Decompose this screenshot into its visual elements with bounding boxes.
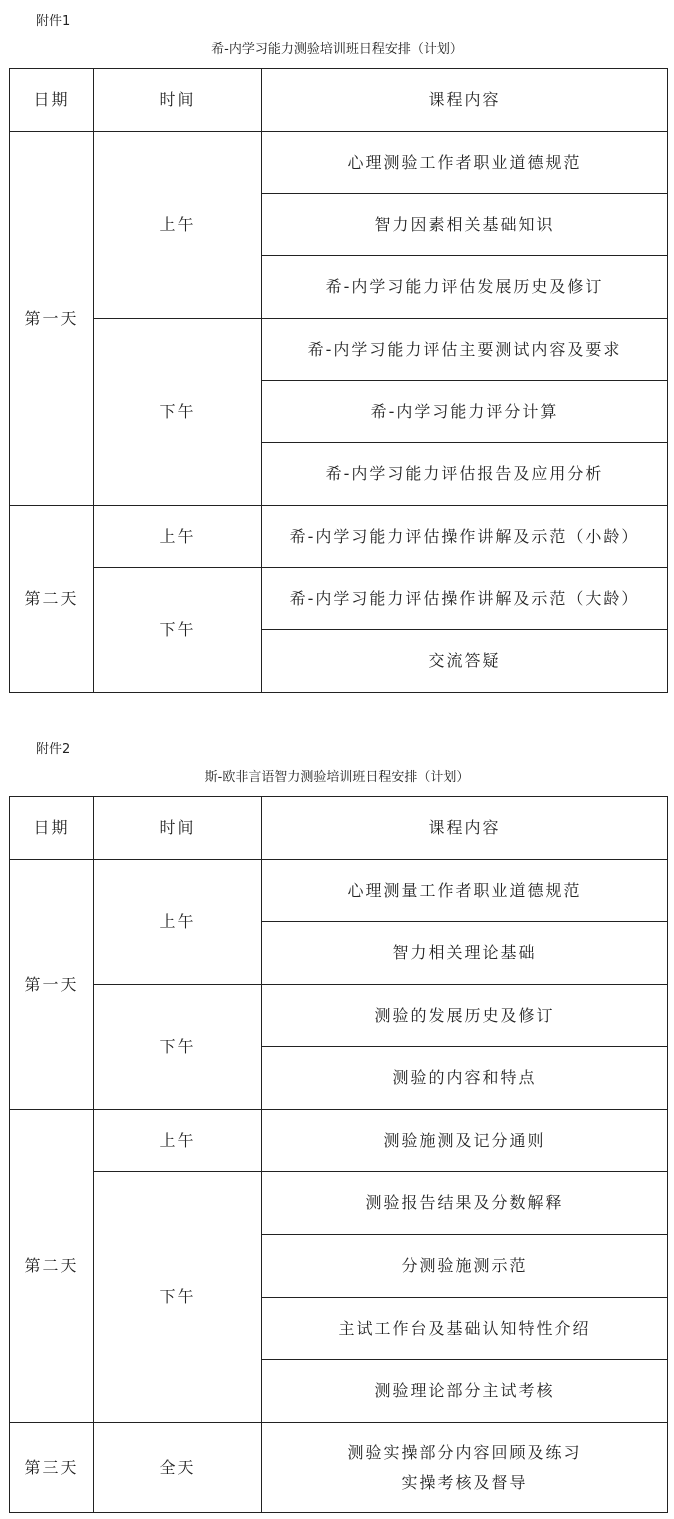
- schedule-table-2: [9, 796, 668, 1513]
- day-cell: 第二天: [10, 506, 94, 693]
- header-course: 课程内容: [262, 797, 668, 860]
- course-cell: 智力相关理论基础: [262, 922, 668, 985]
- table-row: [10, 860, 668, 922]
- table-row: [10, 319, 668, 381]
- course-cell: 希-内学习能力评估操作讲解及示范（小龄）: [262, 506, 668, 568]
- course-line: 测验实操部分内容回顾及练习: [347, 1442, 582, 1462]
- course-cell: 测验理论部分主试考核: [262, 1360, 668, 1423]
- table-row: [10, 132, 668, 194]
- table-row: [10, 568, 668, 630]
- time-cell: 下午: [94, 319, 262, 506]
- course-cell: 智力因素相关基础知识: [262, 194, 668, 256]
- table-row: [10, 1172, 668, 1235]
- day-cell: 第一天: [10, 860, 94, 1110]
- attachment-1-title: 希-内学习能力测验培训班日程安排（计划）: [211, 42, 463, 57]
- course-cell: 测验的发展历史及修订: [262, 985, 668, 1047]
- course-cell: 希-内学习能力评估操作讲解及示范（大龄）: [262, 568, 668, 630]
- time-cell: 全天: [94, 1423, 262, 1513]
- course-cell: 心理测量工作者职业道德规范: [262, 860, 668, 922]
- table-row: [10, 506, 668, 568]
- course-cell: 分测验施测示范: [262, 1235, 668, 1298]
- course-cell: 交流答疑: [262, 630, 668, 693]
- attachment-1-label: 附件1: [36, 14, 71, 29]
- header-time: 时间: [94, 797, 262, 860]
- table-row: [10, 1110, 668, 1172]
- course-line: 实操考核及督导: [401, 1472, 528, 1492]
- time-cell: 下午: [94, 1172, 262, 1423]
- course-cell: 测验报告结果及分数解释: [262, 1172, 668, 1235]
- day-cell: 第一天: [10, 132, 94, 506]
- table-row: [10, 985, 668, 1047]
- course-cell: 测验的内容和特点: [262, 1047, 668, 1110]
- table-header-row: [10, 797, 668, 860]
- day-cell: 第二天: [10, 1110, 94, 1423]
- time-cell: 上午: [94, 1110, 262, 1172]
- course-cell: 希-内学习能力评估发展历史及修订: [262, 256, 668, 319]
- header-date: 日期: [10, 797, 94, 860]
- header-course: 课程内容: [262, 69, 668, 132]
- time-cell: 上午: [94, 506, 262, 568]
- course-cell: 希-内学习能力评分计算: [262, 381, 668, 443]
- header-time: 时间: [94, 69, 262, 132]
- course-cell: 主试工作台及基础认知特性介绍: [262, 1298, 668, 1360]
- time-cell: 下午: [94, 985, 262, 1110]
- course-cell: 希-内学习能力评估报告及应用分析: [262, 443, 668, 506]
- course-cell: 希-内学习能力评估主要测试内容及要求: [262, 319, 668, 381]
- course-cell: 心理测验工作者职业道德规范: [262, 132, 668, 194]
- time-cell: 上午: [94, 860, 262, 985]
- day-cell: 第三天: [10, 1423, 94, 1513]
- time-cell: 上午: [94, 132, 262, 319]
- attachment-2-title: 斯-欧非言语智力测验培训班日程安排（计划）: [204, 770, 470, 785]
- attachment-2-label: 附件2: [36, 742, 71, 757]
- course-cell: [262, 1423, 668, 1513]
- table-header-row: [10, 69, 668, 132]
- course-cell: 测验施测及记分通则: [262, 1110, 668, 1172]
- table-row: [10, 1423, 668, 1513]
- schedule-table-1: [9, 68, 668, 693]
- header-date: 日期: [10, 69, 94, 132]
- time-cell: 下午: [94, 568, 262, 693]
